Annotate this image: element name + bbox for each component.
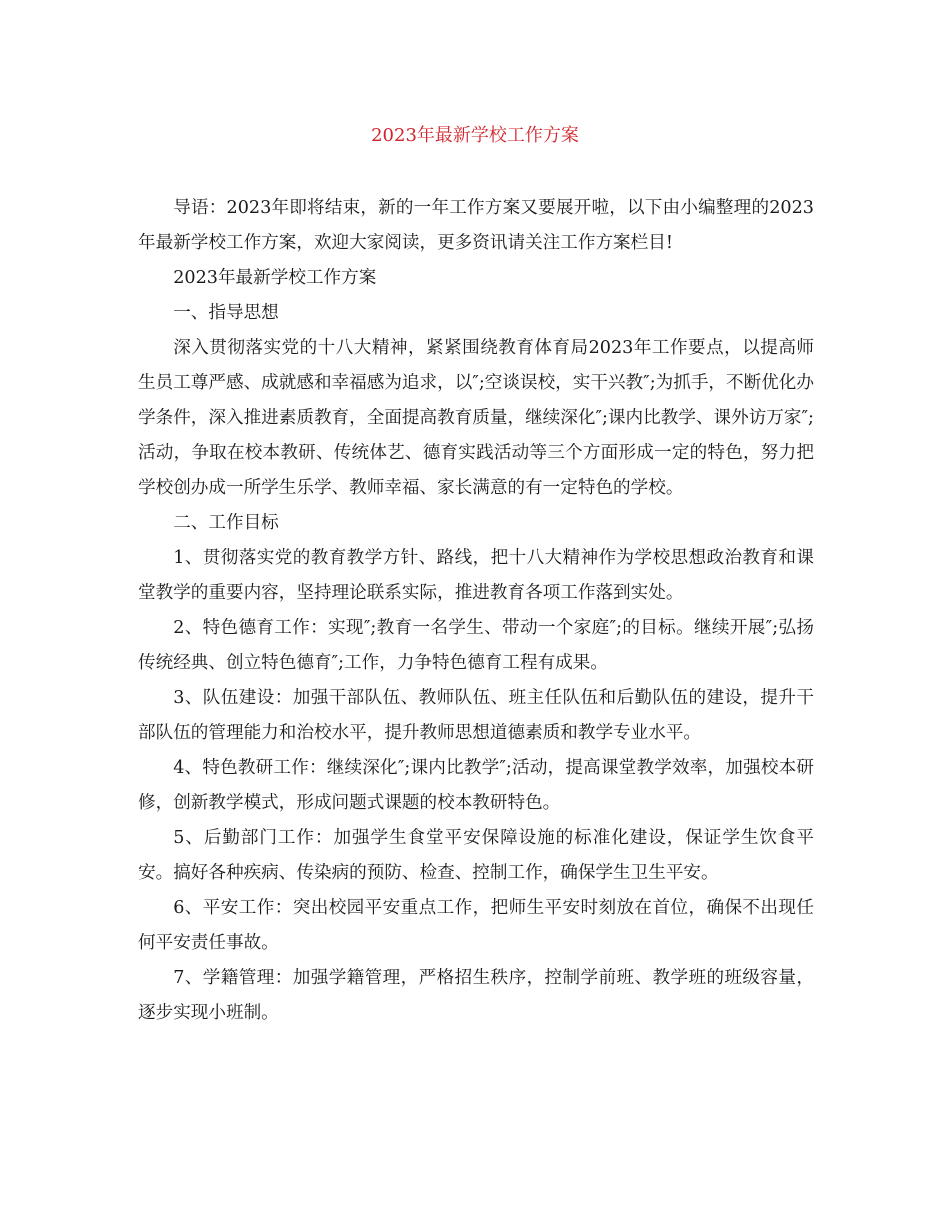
document-title: 2023年最新学校工作方案	[371, 125, 579, 146]
subtitle-paragraph: 2023年最新学校工作方案	[173, 268, 377, 288]
intro-paragraph: 导语：2023年即将结束，新的一年工作方案又要展开啦，以下由小编整理的2023年最新学校工作方案，欢迎大家阅读，更多资讯请关注工作方案栏目!	[138, 198, 814, 253]
guiding-ideology-paragraph: 深入贯彻落实党的十八大精神，紧紧围绕教育体育局2023年工作要点，以提高师生员工尊严感、成就感和幸福感为追求，以″;空谈误校，实干兴教″;为抓手，不断优化办学条件，深入推进素质教育，全面提高教育质量，继续深化″;课内比教学、课外访万家″;活动，争取在校本教研、传统体艺、德育实践活动等三个方面形成一定的特色，努力把学校创办成一所学生乐学、教师幸福、家长满意的有一定特色的学校。	[138, 338, 814, 498]
goal-item-7: 7、学籍管理：加强学籍管理，严格招生秩序，控制学前班、教学班的班级容量，逐步实现小班制。	[138, 968, 814, 1023]
section-heading-guiding-ideology: 一、指导思想	[173, 303, 279, 323]
goal-item-1: 1、贯彻落实党的教育教学方针、路线，把十八大精神作为学校思想政治教育和课堂教学的重要内容，坚持理论联系实际，推进教育各项工作落到实处。	[138, 548, 814, 603]
goal-item-4: 4、特色教研工作：继续深化″;课内比教学″;活动，提高课堂教学效率，加强校本研修，创新教学模式，形成问题式课题的校本教研特色。	[138, 758, 814, 813]
document-body	[138, 191, 814, 1031]
goal-item-5: 5、后勤部门工作：加强学生食堂平安保障设施的标准化建设，保证学生饮食平安。搞好各种疾病、传染病的预防、检查、控制工作，确保学生卫生平安。	[138, 828, 814, 883]
goal-item-2: 2、特色德育工作：实现″;教育一名学生、带动一个家庭″;的目标。继续开展″;弘扬传统经典、创立特色德育″;工作，力争特色德育工程有成果。	[138, 618, 814, 673]
section-heading-work-goals: 二、工作目标	[173, 513, 279, 533]
goal-item-6: 6、平安工作：突出校园平安重点工作，把师生平安时刻放在首位，确保不出现任何平安责任事故。	[138, 898, 814, 953]
goal-item-3: 3、队伍建设：加强干部队伍、教师队伍、班主任队伍和后勤队伍的建设，提升干部队伍的管理能力和治校水平，提升教师思想道德素质和教学专业水平。	[138, 688, 814, 743]
